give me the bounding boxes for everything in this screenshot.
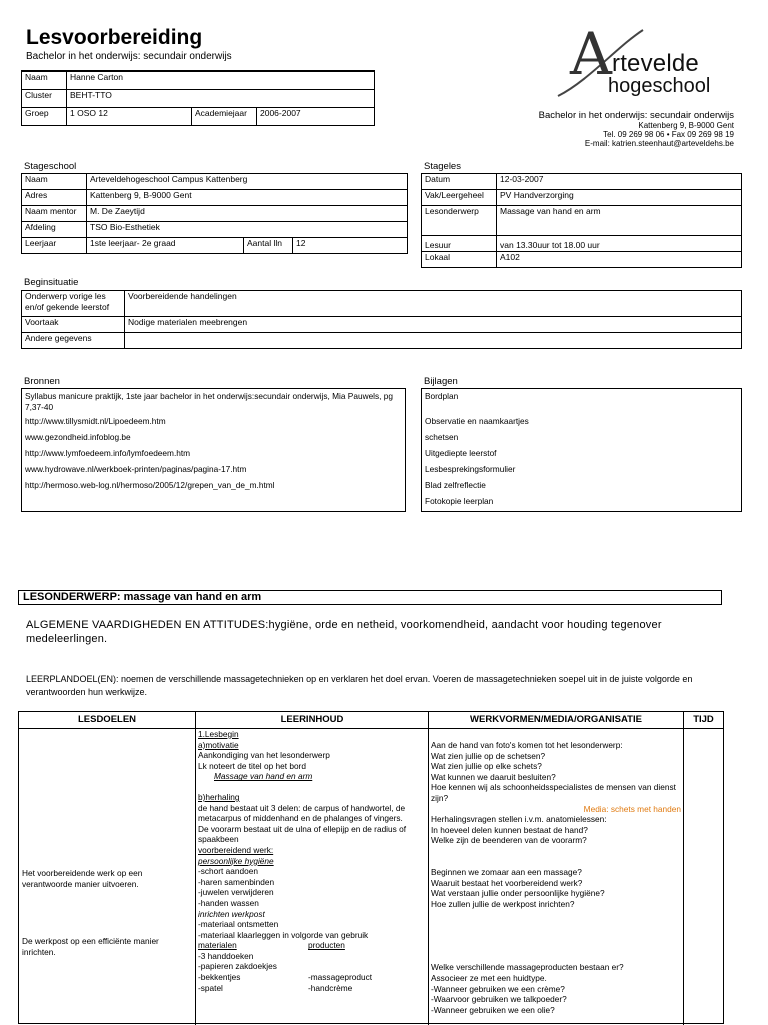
beginsituatie-value: Nodige materialen meebrengen [125, 317, 742, 333]
lesdoelen-header: LESDOELEN [77, 714, 137, 725]
werkvorm-line: -Waarvoor gebruiken we talkpoeder? [431, 994, 567, 1005]
werkvorm-line: Associeer ze met een huidtype. [431, 972, 547, 983]
stageschool-table [21, 173, 408, 254]
leerplandoel: LEERPLANDOEL(EN): noemen de verschillende massagetechnieken op en verklaren het doel ervan. Voeren de massagetechnieken soepel uit in de juiste volgorde en verantwoorden hun werkwijze. [26, 674, 693, 697]
leerinhoud-line: -massageproduct [308, 972, 373, 983]
lesonderwerp-value: Massage van hand en arm [497, 206, 742, 236]
werkvorm-line: Wat zien jullie op elke schets? [431, 761, 542, 772]
leerinhoud-line: -handen wassen [198, 897, 259, 908]
stageschool-label: Naam mentor [22, 206, 87, 222]
bronnen-heading: Bronnen [24, 376, 60, 387]
bijlage-item: Lesbesprekingsformulier [425, 464, 516, 474]
bronnen-box [21, 388, 406, 512]
lesdoel-2: De werkpost op een efficiënte manier inrichten. [22, 936, 159, 957]
stageschool-label: Afdeling [22, 222, 87, 238]
leerinhoud-line: Aankondiging van het lesonderwerp [198, 750, 330, 761]
logo-subname: hogeschool [608, 75, 711, 97]
leerinhoud-line: -haren samenbinden [198, 876, 275, 887]
stageschool-value: TSO Bio-Esthetiek [87, 222, 408, 238]
bron-item: http://www.lymfoedeem.info/lymfoedeem.htm [25, 448, 191, 458]
bijlage-item: Fotokopie leerplan [425, 496, 494, 506]
bron-item: http://www.tillysmidt.nl/Lipoedeem.htm [25, 416, 166, 426]
beginsituatie-value: Voorbereidende handelingen [125, 291, 742, 317]
algemene-vaardigheden: ALGEMENE VAARDIGHEDEN EN ATTITUDES:hygiëne, orde en netheid, voorkomendheid, aandacht voor houding tegenover medeleerlingen. [26, 619, 662, 645]
leerinhoud-line: Massage van hand en arm [214, 771, 313, 782]
tijd-header: TIJD [693, 714, 714, 725]
leerinhoud-line: -juwelen verwijderen [198, 887, 274, 898]
werkvorm-line: Beginnen we zomaar aan een massage? [431, 866, 582, 877]
student-info-table [21, 70, 375, 126]
beginsituatie-label: Onderwerp vorige les en/of gekende leerstof [22, 291, 125, 317]
leerinhoud-line: -schort aandoen [198, 866, 258, 877]
bron-item: www.hydrowave.nl/werkboek-printen/paginas/pagina-17.htm [25, 464, 247, 474]
leerinhoud-line: Lk noteert de titel op het bord [198, 760, 306, 771]
stageschool-label: Adres [22, 190, 87, 206]
leerinhoud-line: 1.Lesbegin [198, 729, 239, 739]
lesuur-label: Lesuur [422, 236, 497, 252]
column-divider [428, 712, 429, 1025]
bijlage-item: Uitgediepte leerstof [425, 448, 497, 458]
vak-value: PV Handverzorging [497, 190, 742, 206]
logo-letter: A [570, 20, 612, 88]
school-info-line2: Kattenberg 9, B-9000 Gent [638, 121, 734, 130]
bijlage-item: Observatie en naamkaartjes [425, 416, 529, 426]
cluster-label: Cluster [22, 89, 67, 107]
werkvorm-line: Wat kunnen we daaruit besluiten? [431, 771, 556, 782]
leerjaar-label: Leerjaar [22, 238, 87, 254]
leerinhoud-line: -spatel [198, 982, 223, 993]
leerinhoud-line: producten [308, 940, 345, 951]
document-subtitle: Bachelor in het onderwijs: secundair onderwijs [26, 51, 232, 62]
aantal-value: 12 [293, 238, 408, 254]
lokaal-label: Lokaal [422, 252, 497, 268]
cluster-value: BEHT-TTO [67, 89, 375, 107]
stageschool-heading: Stageschool [24, 161, 77, 172]
vak-label: Vak/Leergeheel [422, 190, 497, 206]
bijlage-item: Bordplan [425, 391, 459, 401]
naam-label: Naam [22, 71, 67, 89]
bijlagen-box [421, 388, 742, 512]
groep-value: 1 OSO 12 [67, 107, 192, 125]
bron-item: www.gezondheid.infoblog.be [25, 432, 131, 442]
leerinhoud-line: de hand bestaat uit 3 delen: de carpus of handwortel, de metacarpus of middenhand en de phalanges of vingers. [198, 802, 406, 824]
leerinhoud-line: materialen [198, 940, 237, 951]
leerinhoud-line: persoonlijke hygiëne [198, 855, 274, 866]
leerinhoud-line: -bekkentjes [198, 972, 241, 983]
lesonderwerp-bar: LESONDERWERP: massage van hand en arm [18, 590, 722, 605]
werkvorm-line: Hoe kennen wij als schoonheidsspecialistes de mensen van dienst zijn? [431, 782, 676, 803]
bijlagen-heading: Bijlagen [424, 376, 458, 387]
werkvorm-line: Herhalingsvragen stellen i.v.m. anatomielessen: [431, 814, 607, 825]
werkvorm-line: Wat verstaan jullie onder persoonlijke hygiëne? [431, 888, 605, 899]
school-info-line4: E-mail: katrien.steenhaut@arteveldehs.be [584, 139, 734, 148]
leerinhoud-line: b)herhaling [198, 791, 240, 802]
artevelde-logo [548, 20, 740, 100]
stageschool-label: Naam [22, 174, 87, 190]
lesdoel-1: Het voorbereidende werk op een verantwoorde manier uitvoeren. [22, 868, 143, 889]
lesuur-value: van 13.30uur tot 18.00 uur [497, 236, 742, 252]
academiejaar-value: 2006-2007 [257, 107, 375, 125]
datum-value: 12-03-2007 [497, 174, 742, 190]
leerjaar-value: 1ste leerjaar- 2e graad [87, 238, 244, 254]
beginsituatie-label: Voortaak [22, 317, 125, 333]
lokaal-value: A102 [497, 252, 742, 268]
leerinhoud-header: LEERINHOUD [280, 714, 344, 725]
werkvorm-line: In hoeveel delen kunnen bestaat de hand? [431, 824, 588, 835]
werkvorm-line: Welke zijn de beenderen van de voorarm? [431, 835, 587, 846]
werkvorm-line: Aan de hand van foto's komen tot het lesonderwerp: [431, 740, 623, 750]
datum-label: Datum [422, 174, 497, 190]
bron-item: Syllabus manicure praktijk, 1ste jaar bachelor in het onderwijs:secundair onderwijs, Mia Pauwels, pg 7,37-40 [25, 391, 394, 412]
leerinhoud-line: -handcrème [308, 982, 353, 993]
groep-label: Groep [22, 107, 67, 125]
lesplan-table [18, 711, 724, 1024]
lesonderwerp-label: Lesonderwerp [422, 206, 497, 236]
leerinhoud-line: De voorarm bestaat uit de ulna of ellepijp en de radius of spaakbeen [198, 823, 407, 845]
leerinhoud-line: -papieren zakdoekjes [198, 961, 277, 972]
leerinhoud-line: voorbereidend werk: [198, 844, 274, 855]
leerinhoud-line: -materiaal ontsmetten [198, 919, 279, 930]
beginsituatie-label: Andere gegevens [22, 333, 125, 349]
leerinhoud-line: inrichten werkpost [198, 908, 265, 919]
werkvorm-line: Hoe zullen jullie de werkpost inrichten? [431, 898, 575, 909]
bron-item: http://hermoso.web-log.nl/hermoso/2005/12/grepen_van_de_m.html [25, 480, 275, 490]
stageles-heading: Stageles [424, 161, 461, 172]
werkvorm-line: Waaruit bestaat het voorbereidend werk? [431, 877, 583, 888]
beginsituatie-value [125, 333, 742, 349]
leerinhoud-line: a)motivatie [198, 739, 239, 750]
media-note: Media: schets met handen [583, 803, 681, 814]
werkvormen-header: WERKVORMEN/MEDIA/ORGANISATIE [470, 714, 642, 725]
leerinhoud-line: -3 handdoeken [198, 950, 254, 961]
leerinhoud-column [198, 729, 426, 993]
school-info-line1: Bachelor in het onderwijs: secundair onderwijs [538, 110, 734, 121]
column-divider [195, 712, 196, 1025]
aantal-label: Aantal lln [244, 238, 293, 254]
werkvorm-line: Welke verschillende massageproducten bestaan er? [431, 962, 624, 973]
academiejaar-label: Academiejaar [192, 107, 257, 125]
naam-value: Hanne Carton [67, 71, 375, 89]
beginsituatie-table [21, 290, 742, 349]
werkvorm-line: -Wanneer gebruiken we een olie? [431, 1004, 555, 1015]
leerinhoud-line: -materiaal klaarleggen in volgorde van gebruik [198, 929, 369, 940]
beginsituatie-heading: Beginsituatie [24, 277, 79, 288]
werkvorm-line: Wat zien jullie op de schetsen? [431, 750, 546, 761]
stageschool-value: Kattenberg 9, B-9000 Gent [87, 190, 408, 206]
werkvormen-column [431, 740, 681, 1015]
column-divider [683, 712, 684, 1025]
bijlage-item: Blad zelfreflectie [425, 480, 486, 490]
bijlage-item: schetsen [425, 432, 459, 442]
stageschool-value: M. De Zaeytijd [87, 206, 408, 222]
logo-name: rtevelde [612, 50, 699, 77]
document-title: Lesvoorbereiding [26, 26, 203, 49]
stageles-table [421, 173, 742, 268]
school-info-line3: Tel. 09 269 98 06 • Fax 09 269 98 19 [603, 130, 734, 139]
werkvorm-line: -Wanneer gebruiken we een crème? [431, 983, 565, 994]
stageschool-value: Arteveldehogeschool Campus Kattenberg [87, 174, 408, 190]
